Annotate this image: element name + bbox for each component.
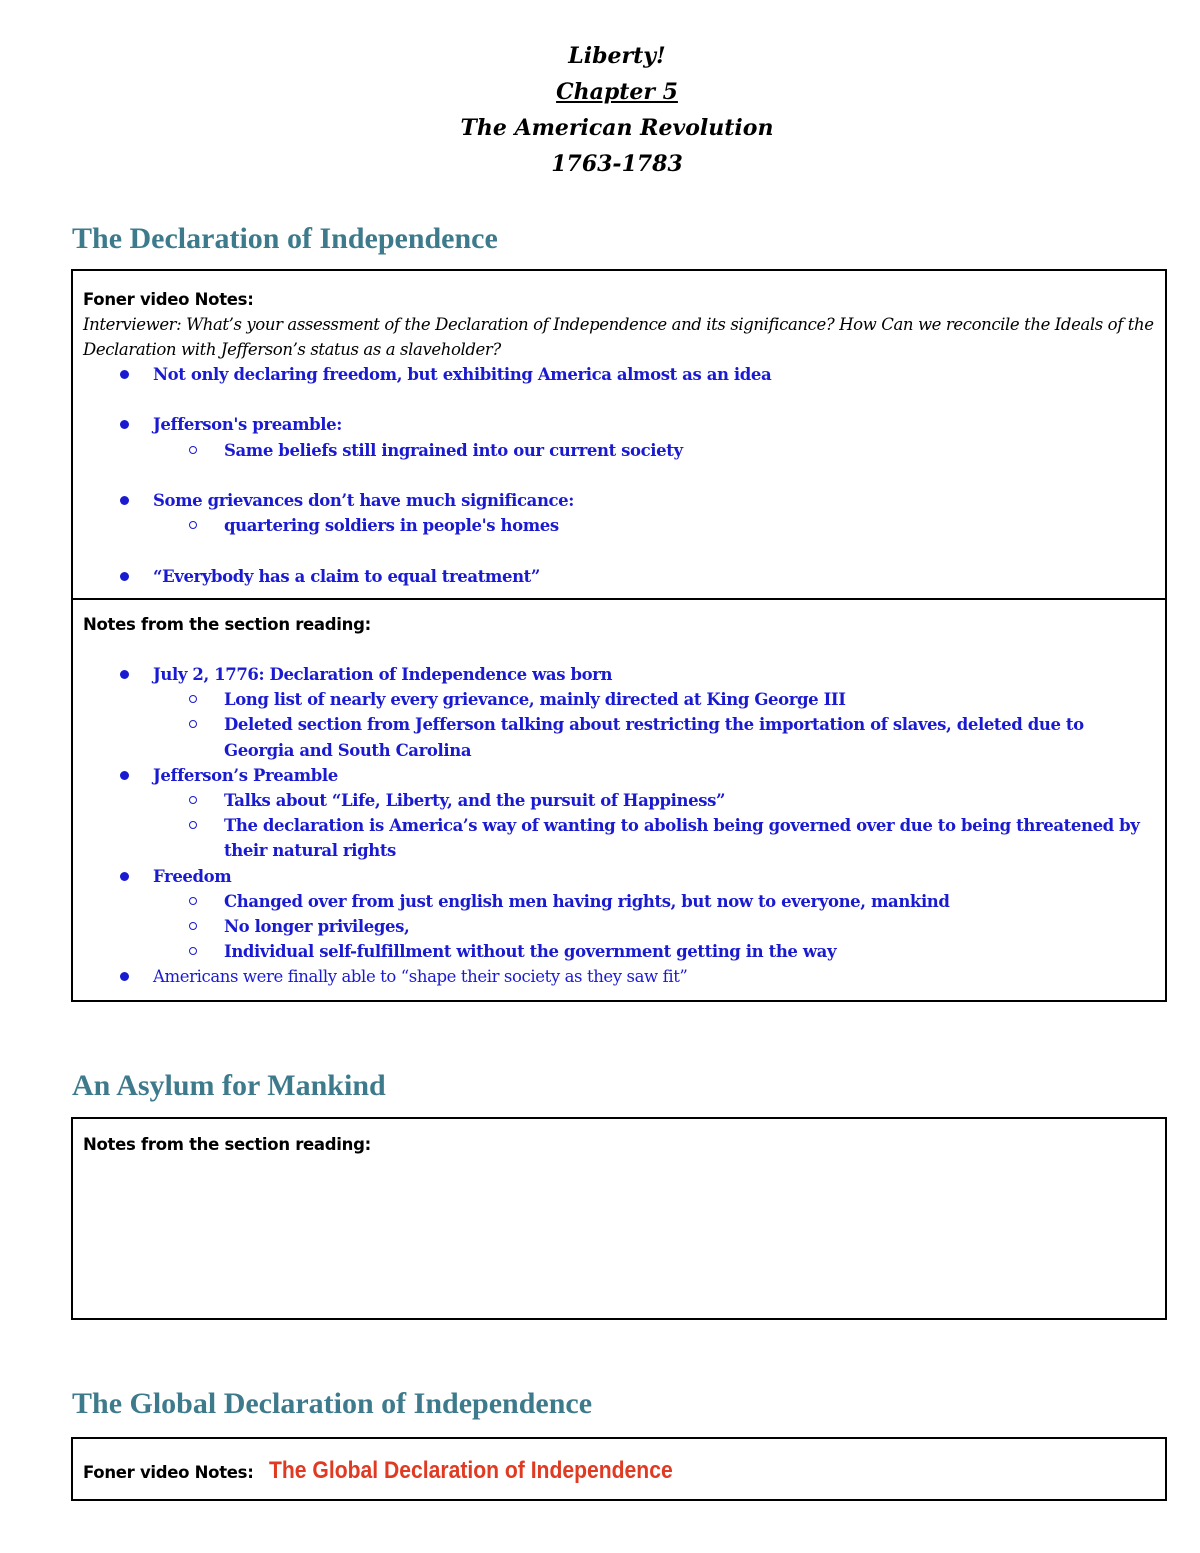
heading-asylum: An Asylum for Mankind [72, 1069, 386, 1102]
interviewer-question: Interviewer: What’s your assessment of the Declaration of Independence and its significance? How Can we reconcile the Ideals of the Declaration with Jefferson’s status as a slaveholder? [83, 315, 1154, 359]
foner-video-notes-label: Foner video Notes: [83, 290, 254, 309]
list-item: Changed over from just english men having rights, but now to everyone, mankind [83, 889, 1155, 914]
heading-declaration: The Declaration of Independence [72, 222, 498, 255]
section-reading-label: Notes from the section reading: [83, 615, 371, 634]
list-item: Deleted section from Jefferson talking about restricting the importation of slaves, deleted due to Georgia and South Carolina [83, 712, 1155, 762]
asylum-notes-box [71, 1117, 1167, 1320]
section-reading-notes-cell [73, 598, 1165, 1000]
heading-global: The Global Declaration of Independence [72, 1387, 593, 1420]
foner-video-bullets [83, 362, 1155, 589]
list-item: Long list of nearly every grievance, mainly directed at King George III [83, 687, 1155, 712]
declaration-notes-box [71, 269, 1167, 1002]
title-liberty: Liberty! [568, 43, 666, 69]
foner-video-notes-cell [73, 271, 1165, 598]
list-item: Talks about “Life, Liberty, and the pursuit of Happiness” [83, 788, 1155, 813]
list-item: Same beliefs still ingrained into our current society [83, 438, 1155, 463]
list-item: No longer privileges, [83, 914, 1155, 939]
list-item: Not only declaring freedom, but exhibiting America almost as an idea [83, 362, 1155, 387]
document-title-block [0, 38, 1200, 182]
title-years: 1763-1783 [551, 151, 683, 177]
title-chapter: Chapter 5 [556, 79, 678, 105]
asylum-reading-cell [73, 1119, 1165, 1157]
list-item: The declaration is America’s way of wanting to abolish being governed over due to being threatened by their natural rights [83, 813, 1155, 863]
list-item: Jefferson's preamble: [83, 412, 1155, 437]
list-item: quartering soldiers in people's homes [83, 513, 1155, 538]
asylum-reading-label: Notes from the section reading: [83, 1135, 371, 1154]
section-reading-bullets [83, 662, 1155, 990]
global-video-label: Foner video Notes: [83, 1463, 254, 1482]
global-video-cell [73, 1439, 1165, 1485]
global-notes-box [71, 1437, 1167, 1501]
list-item: Some grievances don’t have much significance: [83, 488, 1155, 513]
list-item: Individual self-fulfillment without the government getting in the way [83, 939, 1155, 964]
list-item: Americans were finally able to “shape their society as they saw fit” [83, 964, 1155, 989]
title-american-revolution: The American Revolution [460, 115, 774, 141]
list-item: July 2, 1776: Declaration of Independence was born [83, 662, 1155, 687]
list-item: “Everybody has a claim to equal treatment” [83, 564, 1155, 589]
list-item: Freedom [83, 864, 1155, 889]
global-video-title: The Global Declaration of Independence [268, 1457, 673, 1484]
list-item: Jefferson’s Preamble [83, 763, 1155, 788]
